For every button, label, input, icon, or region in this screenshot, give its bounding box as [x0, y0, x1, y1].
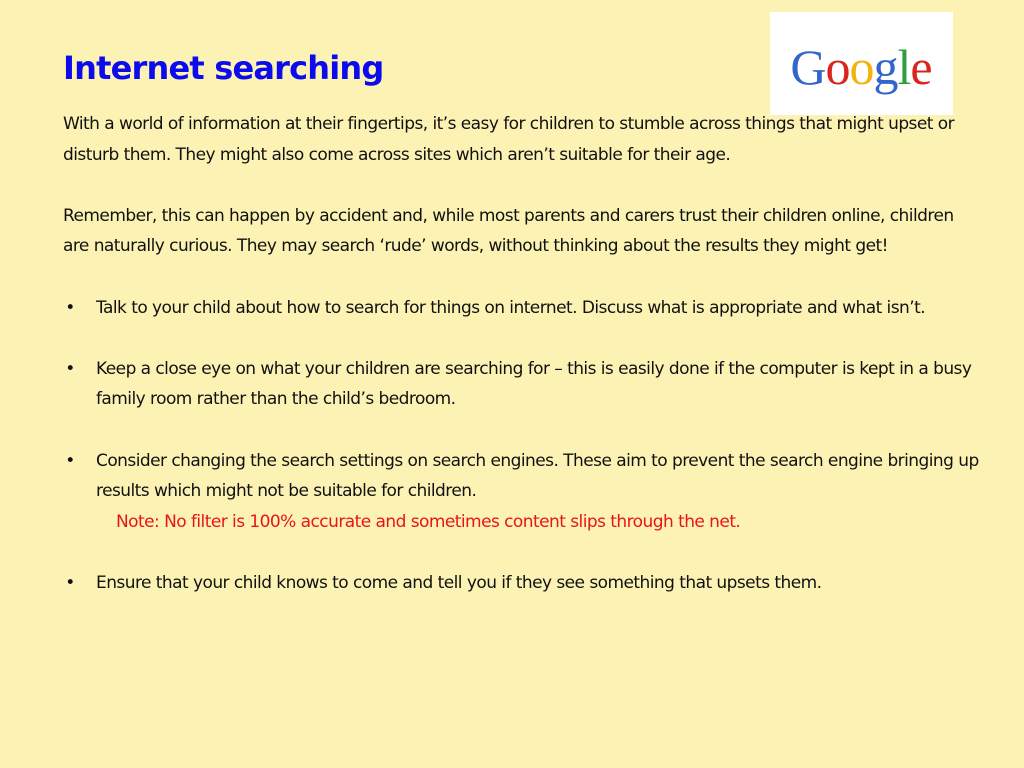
google-logo-image — [770, 12, 953, 115]
logo-letter: g — [873, 39, 898, 95]
slide-title: Internet searching — [63, 49, 384, 87]
bullet-icon: • — [65, 450, 75, 471]
logo-letter: l — [897, 39, 911, 95]
bullet-icon: • — [65, 572, 75, 593]
logo-letter: e — [910, 39, 932, 95]
google-logo-icon — [770, 12, 953, 115]
bullet-text: Talk to your child about how to search for things on internet. Discuss what is appropriate and what isn’t. — [96, 297, 926, 318]
intro-paragraph: With a world of information at their fingertips, it’s easy for children to stumble across things that might upset or disturb them. They might also come across sites which aren’t suitable for their age. — [63, 114, 955, 165]
slide-body — [63, 109, 983, 599]
logo-letter: o — [825, 39, 850, 95]
list-item — [63, 354, 983, 415]
list-item — [63, 293, 983, 324]
logo-letter: G — [790, 39, 826, 95]
bullet-text: Ensure that your child knows to come and tell you if they see something that upsets them. — [96, 572, 822, 593]
svg-text:Google — [790, 39, 931, 95]
bullet-icon: • — [65, 358, 75, 379]
bullet-text: Keep a close eye on what your children are searching for – this is easily done if the computer is kept in a busy family room rather than the child’s bedroom. — [96, 358, 972, 410]
list-item — [63, 568, 983, 599]
bullet-text: Consider changing the search settings on search engines. These aim to prevent the search engine bringing up results which might not be suitable for children. — [96, 450, 979, 502]
filter-note: Note: No filter is 100% accurate and sometimes content slips through the net. — [116, 511, 741, 532]
bullet-icon: • — [65, 297, 75, 318]
list-item — [63, 446, 983, 538]
reminder-paragraph: Remember, this can happen by accident and, while most parents and carers trust their children online, children are naturally curious. They may search ‘rude’ words, without thinking about the results they might get! — [63, 205, 954, 257]
tips-list — [63, 293, 983, 599]
logo-letter: o — [849, 39, 874, 95]
